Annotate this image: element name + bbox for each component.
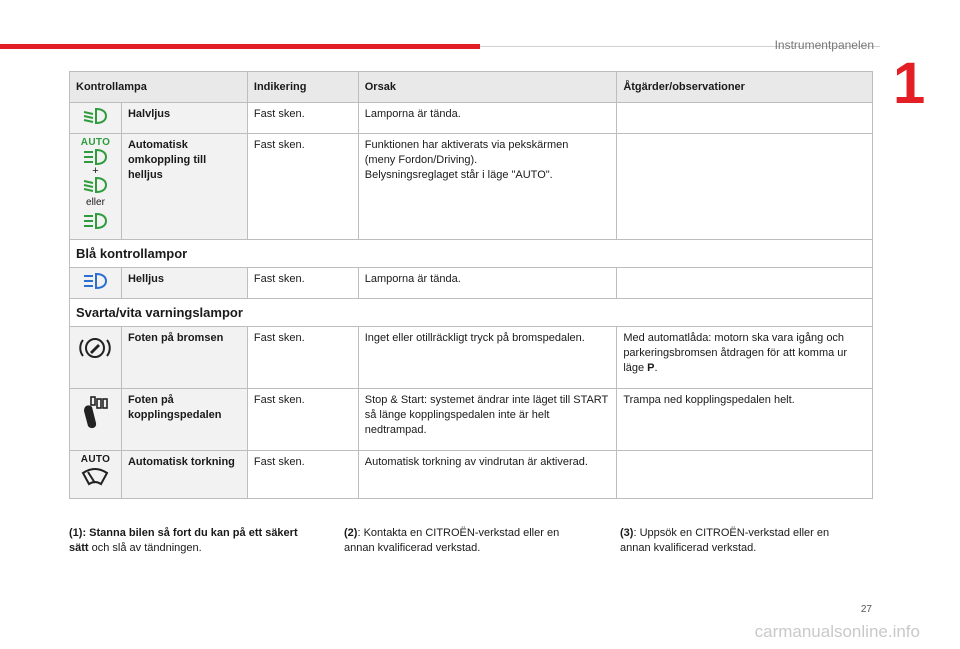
section-title: Instrumentpanelen xyxy=(774,38,874,52)
warning-lamp-table xyxy=(69,71,873,499)
status-text: Fast sken. xyxy=(247,451,358,499)
column-header-indication: Indikering xyxy=(247,72,358,103)
column-header-cause: Orsak xyxy=(358,72,617,103)
footnote-text: : Kontakta en CITROËN-verkstad eller en annan kvalificerad verkstad. xyxy=(344,527,560,554)
chapter-number: 1 xyxy=(893,51,926,116)
table-row xyxy=(70,327,873,389)
watermark: carmanualsonline.info xyxy=(754,622,920,641)
footnote-ref: (3) xyxy=(620,527,634,539)
cause-line: (meny Fordon/Driving). xyxy=(364,154,478,166)
cause-text: Automatisk torkning av vindrutan är aktiverad. xyxy=(358,451,617,499)
footnote-1 xyxy=(69,526,309,556)
footnote-2 xyxy=(344,526,584,556)
table-row xyxy=(70,268,873,299)
auto-label: AUTO xyxy=(80,454,111,465)
action-text: Trampa ned kopplingspedalen helt. xyxy=(617,389,873,451)
column-header-action: Åtgärder/observationer xyxy=(617,72,873,103)
auto-label: AUTO xyxy=(80,137,111,148)
page-number: 27 xyxy=(860,604,872,615)
indication-label: Halvljus xyxy=(121,103,247,134)
indication-label: Automatisk omkoppling till helljus xyxy=(121,134,247,240)
action-text xyxy=(617,327,873,389)
footnote-ref: (1) xyxy=(69,527,83,539)
footnote-ref: (2) xyxy=(344,527,358,539)
status-text: Fast sken. xyxy=(247,103,358,134)
footnote-text: : Uppsök en CITROËN-verkstad eller en annan kvalificerad verkstad. xyxy=(620,527,830,554)
indication-label: Helljus xyxy=(121,268,247,299)
footnote-bold-text: : Stanna bilen så fort du kan på ett säkert sätt xyxy=(69,527,298,554)
table-row xyxy=(70,134,873,240)
cause-text: Lamporna är tända. xyxy=(358,268,617,299)
dipped-beam-icon xyxy=(82,176,108,194)
indication-label: Foten på kopplingspedalen xyxy=(121,389,247,451)
action-text xyxy=(617,134,873,240)
column-header-lamp: Kontrollampa xyxy=(70,72,248,103)
action-text-end: . xyxy=(654,362,658,374)
indication-label: Automatisk torkning xyxy=(121,451,247,499)
action-text-main: Med automatlåda: motorn ska vara igång och parkeringsbromsen åtdragen för att komma ur läge xyxy=(623,332,848,374)
cause-text: Stop & Start: systemet ändrar inte läget till START så länge kopplingspedalen inte är helt nedtrampad. xyxy=(358,389,617,451)
cause-text: Inget eller otillräckligt tryck på bromspedalen. xyxy=(358,327,617,389)
section-title-blue: Blå kontrollampor xyxy=(70,240,873,268)
table-row xyxy=(70,389,873,451)
action-text xyxy=(617,268,873,299)
status-text: Fast sken. xyxy=(247,134,358,240)
footnote-text: och slå av tändningen. xyxy=(88,542,202,554)
auto-high-beam-icon xyxy=(82,148,108,166)
auto-wipe-icon xyxy=(80,465,110,487)
action-text xyxy=(617,451,873,499)
section-title-bw: Svarta/vita varningslampor xyxy=(70,299,873,327)
footnote-3 xyxy=(620,526,860,556)
section-row xyxy=(70,240,873,268)
header-red-bar xyxy=(0,44,480,49)
cause-line: Belysningsreglaget står i läge "AUTO". xyxy=(364,169,553,181)
indication-label: Foten på bromsen xyxy=(121,327,247,389)
cause-text: Lamporna är tända. xyxy=(358,103,617,134)
or-label: eller xyxy=(86,197,105,208)
main-beam-icon xyxy=(82,271,108,291)
gear-position-label: P xyxy=(647,362,655,374)
auto-beam-icon xyxy=(82,211,108,231)
action-text xyxy=(617,103,873,134)
clutch-pedal-icon xyxy=(79,395,111,431)
section-row xyxy=(70,299,873,327)
plus-label: + xyxy=(92,165,99,177)
brake-pedal-icon xyxy=(79,335,111,361)
table-header-row xyxy=(70,72,873,103)
table-row xyxy=(70,451,873,499)
table-row xyxy=(70,103,873,134)
cause-line: Funktionen har aktiverats via pekskärmen xyxy=(364,139,569,151)
status-text: Fast sken. xyxy=(247,327,358,389)
status-text: Fast sken. xyxy=(247,389,358,451)
status-text: Fast sken. xyxy=(247,268,358,299)
cause-text xyxy=(358,134,617,240)
dipped-beam-icon xyxy=(82,106,108,126)
